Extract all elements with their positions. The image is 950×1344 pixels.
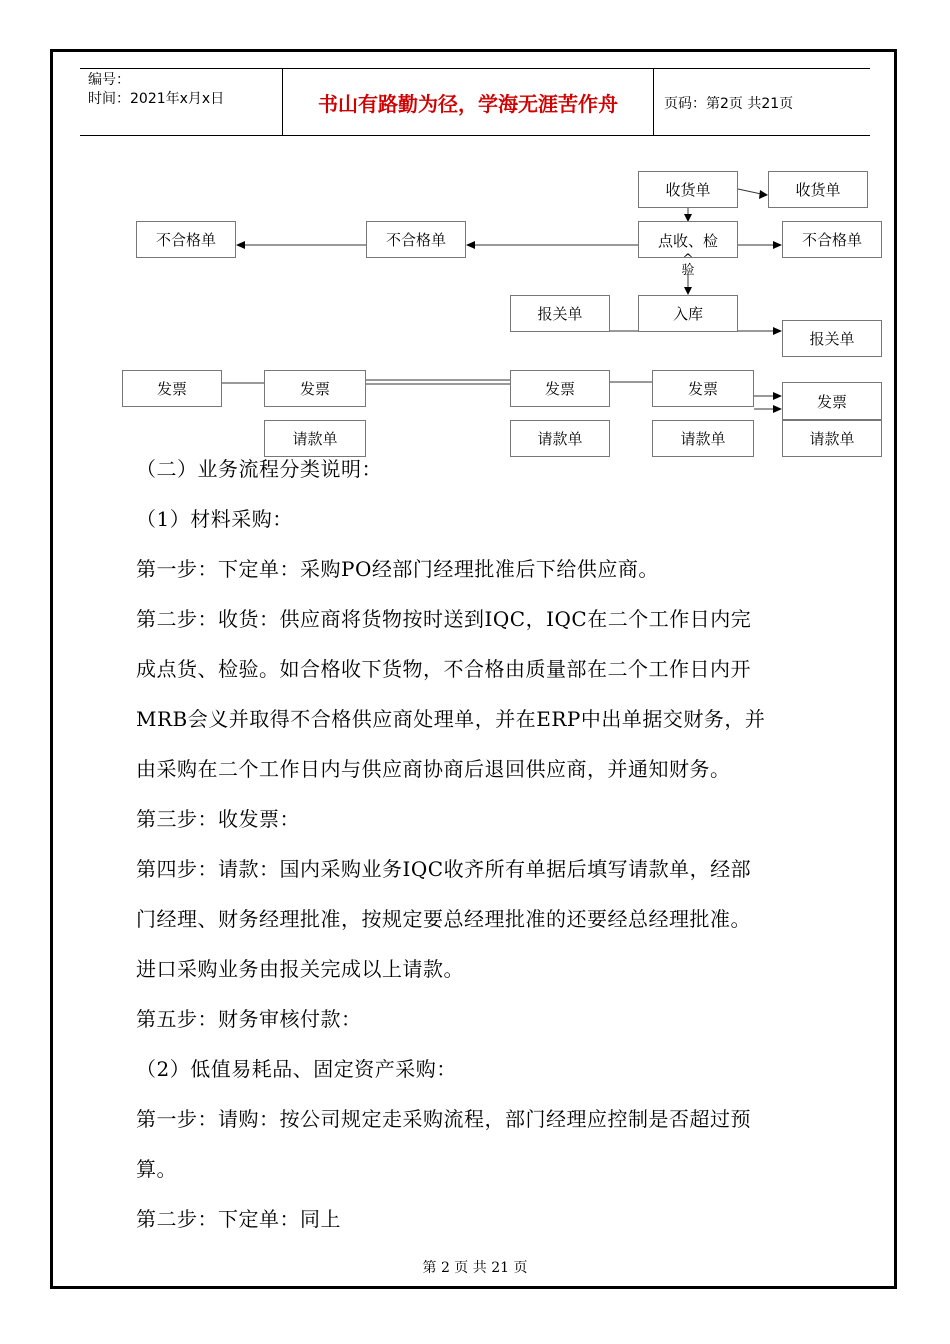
flow-label-payreq-2: 请款单	[537, 430, 583, 448]
paragraph-line: 进口采购业务由报关完成以上请款。	[136, 957, 464, 981]
subsection-heading-2: （2）低值易耗品、固定资产采购：	[136, 1057, 457, 1081]
flow-box-customs-1	[510, 295, 610, 332]
flow-box-reject-1	[136, 221, 236, 258]
section-heading: （二）业务流程分类说明：	[136, 457, 382, 481]
header-page-info: 页码：第2页 共21页	[664, 96, 794, 112]
paragraph-line: 由采购在二个工作日内与供应商协商后退回供应商，并通知财务。	[136, 757, 731, 781]
paragraph-line: 第一步：下定单：采购PO经部门经理批准后下给供应商。	[136, 557, 659, 581]
flow-box-invoice-4	[652, 370, 754, 407]
flow-label-payreq-1: 请款单	[292, 430, 338, 448]
paragraph-line: 第三步：收发票：	[136, 807, 300, 831]
flow-box-receipt-1	[638, 171, 738, 208]
subsection-heading-1: （1）材料采购：	[136, 507, 293, 531]
header-motto: 书山有路勤为径，学海无涯苦作舟	[282, 69, 654, 135]
paragraph-line: 算。	[136, 1157, 177, 1181]
flow-label-invoice-4: 发票	[687, 380, 718, 398]
header-date: 时间：2021年x月x日	[88, 91, 225, 107]
flow-label-inspect: 点收、检	[657, 232, 718, 250]
paragraph-line: 第五步：财务审核付款：	[136, 1007, 362, 1031]
flow-box-invoice-5	[782, 382, 882, 420]
paragraph-line: 第四步：请款：国内采购业务IQC收齐所有单据后填写请款单，经部	[136, 857, 752, 881]
body-text	[136, 444, 826, 1244]
arrow-warehouse	[684, 287, 692, 295]
paragraph-line: MRB会义并取得不合格供应商处理单，并在ERP中出单据交财务，并	[136, 707, 766, 731]
flow-box-customs-2	[782, 320, 882, 357]
flow-label-reject-3: 不合格单	[801, 231, 862, 249]
arrow-customs	[773, 327, 782, 335]
flow-label-invoice-3: 发票	[544, 380, 575, 398]
flow-label-reject-2: 不合格单	[385, 231, 446, 249]
arrow-receipt	[759, 190, 768, 199]
arrow-invoice-5	[773, 405, 782, 413]
flow-box-invoice-1	[122, 370, 222, 407]
flow-label-customs-1: 报关单	[537, 305, 583, 323]
flow-box-receipt-2	[768, 171, 868, 208]
flow-box-invoice-3	[510, 370, 610, 407]
flow-box-invoice-2	[264, 370, 366, 407]
flow-box-inspect	[638, 221, 738, 278]
flow-box-reject-2	[366, 221, 466, 258]
paragraph-line: 第一步：请购：按公司规定走采购流程，部门经理应控制是否超过预	[136, 1107, 751, 1131]
flow-label-invoice-2: 发票	[299, 380, 330, 398]
arrow-invoice-4	[773, 392, 782, 400]
flow-box-reject-3	[782, 221, 882, 258]
flow-box-warehouse	[638, 295, 738, 332]
flow-label-invoice-5: 发票	[816, 392, 847, 411]
flow-label-receipt-1: 收货单	[665, 181, 711, 199]
paragraph-line: 第二步：收货：供应商将货物按时送到IQC，IQC在二个工作日内完	[136, 607, 752, 631]
arrow-reject-2	[466, 241, 475, 249]
flow-label-payreq-3: 请款单	[680, 430, 726, 448]
paragraph-line: 第二步：下定单：同上	[136, 1207, 341, 1231]
arrow-reject-1	[236, 241, 245, 249]
paragraph-line: 成点货、检验。如合格收下货物，不合格由质量部在二个工作日内开	[136, 657, 751, 681]
arrow-reject-3	[773, 241, 782, 249]
flow-label-payreq-4: 请款单	[809, 430, 855, 448]
page-footer: 第 2 页 共 21 页	[422, 1260, 528, 1276]
flow-label-customs-2: 报关单	[809, 330, 855, 348]
paragraph-line: 门经理、财务经理批准，按规定要总经理批准的还要经总经理批准。	[136, 907, 751, 931]
flow-label-invoice-1: 发票	[156, 380, 187, 398]
flow-label-inspect-tail: ^ 验	[681, 252, 695, 278]
header-number-label: 编号：	[88, 72, 130, 88]
flow-label-reject-1: 不合格单	[155, 231, 216, 249]
flow-label-receipt-2: 收货单	[795, 181, 841, 199]
flow-label-warehouse: 入库	[672, 305, 703, 323]
